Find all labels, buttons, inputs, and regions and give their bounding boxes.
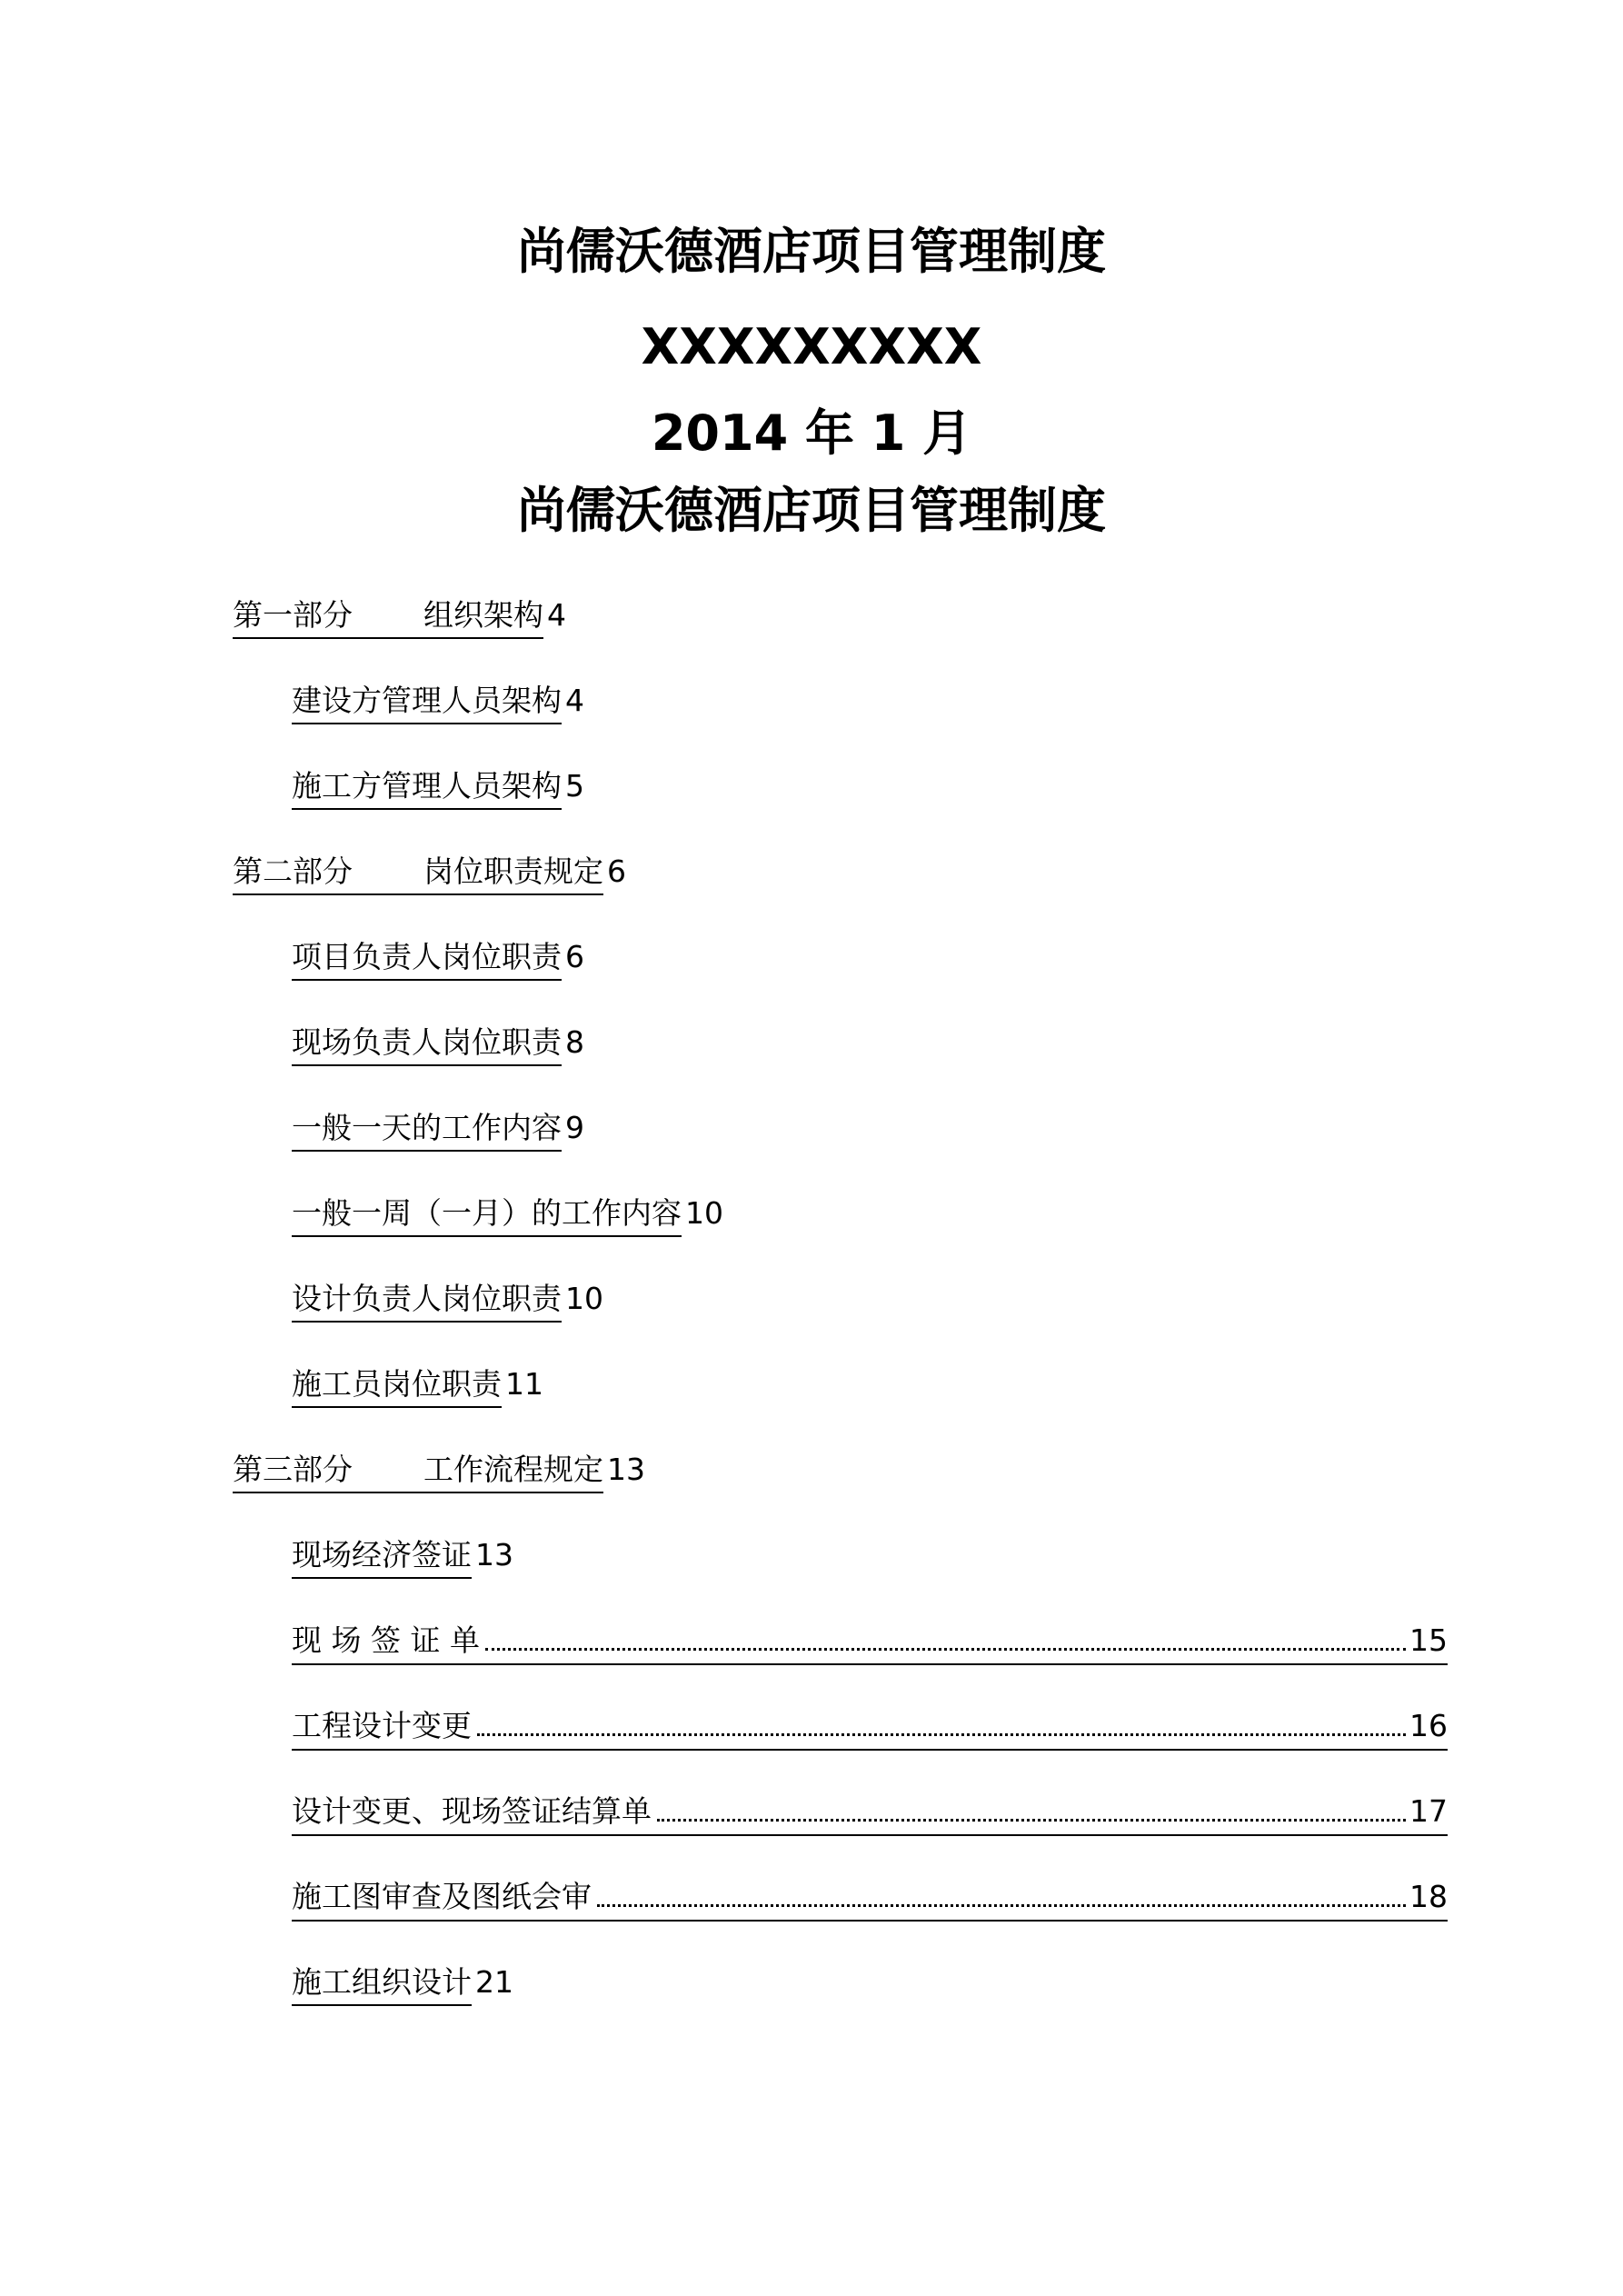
toc-entry-label: 岗位职责规定 — [423, 854, 603, 889]
toc-entry[interactable] — [292, 685, 584, 724]
document-subtitle-placeholder: XXXXXXXXX — [641, 318, 982, 375]
toc-entry-link[interactable] — [292, 1964, 472, 2006]
toc-entry[interactable] — [292, 939, 584, 981]
toc-entry-label: 施工员岗位职责 — [292, 1366, 502, 1402]
toc-entry-label: 设计变更、现场签证结算单 — [292, 1793, 652, 1829]
toc-entry-label: 一般一周（一月）的工作内容 — [292, 1195, 682, 1231]
toc-entry[interactable] — [292, 1622, 1448, 1665]
document-date: 2014 年 1 月 — [651, 404, 972, 462]
toc-entry-link[interactable] — [292, 1879, 1448, 1922]
toc-entry-label: 现场负责人岗位职责 — [292, 1024, 562, 1060]
toc-entry-label: 项目负责人岗位职责 — [292, 939, 562, 974]
document-title: 尚儒沃德酒店项目管理制度 — [517, 223, 1106, 280]
toc-entry[interactable] — [292, 1537, 513, 1579]
toc-entry-label: 施工方管理人员架构 — [292, 768, 562, 804]
toc-heading: 尚儒沃德酒店项目管理制度 — [517, 482, 1106, 539]
toc-leader-dots — [657, 1819, 1406, 1822]
toc-entry[interactable] — [233, 856, 626, 895]
toc-entry-label: 施工图审查及图纸会审 — [292, 1879, 592, 1914]
toc-entry-label: 现 场 签 证 单 — [292, 1622, 480, 1658]
toc-entry[interactable] — [292, 1366, 543, 1408]
toc-page-number: 15 — [1409, 1622, 1448, 1658]
toc-page-number: 11 — [505, 1366, 543, 1402]
toc-page-number: 13 — [475, 1537, 513, 1572]
toc-leader-dots — [477, 1733, 1406, 1736]
toc-entry-label: 施工组织设计 — [292, 1964, 472, 2000]
toc-entry-link[interactable] — [292, 1622, 1448, 1665]
toc-entry[interactable] — [292, 1708, 1448, 1751]
toc-page-number: 5 — [565, 768, 584, 804]
toc-page-number: 18 — [1409, 1879, 1448, 1914]
toc-part-label: 第二部分 — [233, 854, 353, 889]
toc-entry-label: 设计负责人岗位职责 — [292, 1281, 562, 1316]
toc-entry-label: 现场经济签证 — [292, 1537, 472, 1572]
toc-entry-link[interactable] — [292, 1110, 562, 1152]
toc-entry-link[interactable] — [233, 597, 543, 639]
toc-entry[interactable] — [233, 1454, 645, 1493]
toc-entry[interactable] — [292, 768, 584, 810]
toc-page-number: 10 — [685, 1195, 723, 1231]
toc-entry-link[interactable] — [292, 1283, 562, 1323]
toc-entry-link[interactable] — [292, 1024, 562, 1066]
toc-entry-link[interactable] — [292, 768, 562, 810]
toc-entry-link[interactable] — [292, 1537, 472, 1579]
toc-entry-link[interactable] — [292, 1195, 682, 1237]
toc-part-label: 第一部分 — [233, 597, 353, 633]
toc-page-number: 13 — [607, 1452, 645, 1487]
toc-page-number: 9 — [565, 1110, 584, 1145]
toc-entry-link[interactable] — [233, 1454, 603, 1493]
toc-entry-label: 组织架构 — [423, 597, 543, 633]
toc-entry[interactable] — [292, 1793, 1448, 1836]
toc-page-number: 8 — [565, 1024, 584, 1060]
toc-entry-label: 一般一天的工作内容 — [292, 1110, 562, 1145]
toc-page-number: 4 — [547, 597, 566, 633]
toc-entry-link[interactable] — [292, 1366, 502, 1408]
toc-page-number: 10 — [565, 1281, 603, 1316]
toc-entry-link[interactable] — [292, 1793, 1448, 1836]
toc-entry[interactable] — [292, 1195, 723, 1237]
toc-entry-label: 工作流程规定 — [423, 1452, 603, 1487]
toc-page-number: 16 — [1409, 1708, 1448, 1743]
toc-entry[interactable] — [292, 1110, 584, 1152]
toc-entry-link[interactable] — [233, 856, 603, 895]
toc-leader-dots — [485, 1648, 1406, 1651]
toc-entry[interactable] — [292, 1964, 513, 2006]
toc-entry[interactable] — [233, 597, 566, 639]
toc-page-number: 4 — [565, 683, 584, 718]
toc-entry-label: 工程设计变更 — [292, 1708, 472, 1743]
toc-entry[interactable] — [292, 1283, 603, 1323]
toc-page-number: 6 — [565, 939, 584, 974]
toc-entry-link[interactable] — [292, 939, 562, 981]
toc-page-number: 17 — [1409, 1793, 1448, 1829]
toc-leader-dots — [597, 1904, 1406, 1907]
toc-entry-link[interactable] — [292, 685, 562, 724]
toc-page-number: 6 — [607, 854, 626, 889]
toc-page-number: 21 — [475, 1964, 513, 2000]
toc-entry-link[interactable] — [292, 1708, 1448, 1751]
toc-entry[interactable] — [292, 1024, 584, 1066]
toc-entry[interactable] — [292, 1879, 1448, 1922]
toc-part-label: 第三部分 — [233, 1452, 353, 1487]
toc-entry-label: 建设方管理人员架构 — [292, 683, 562, 718]
